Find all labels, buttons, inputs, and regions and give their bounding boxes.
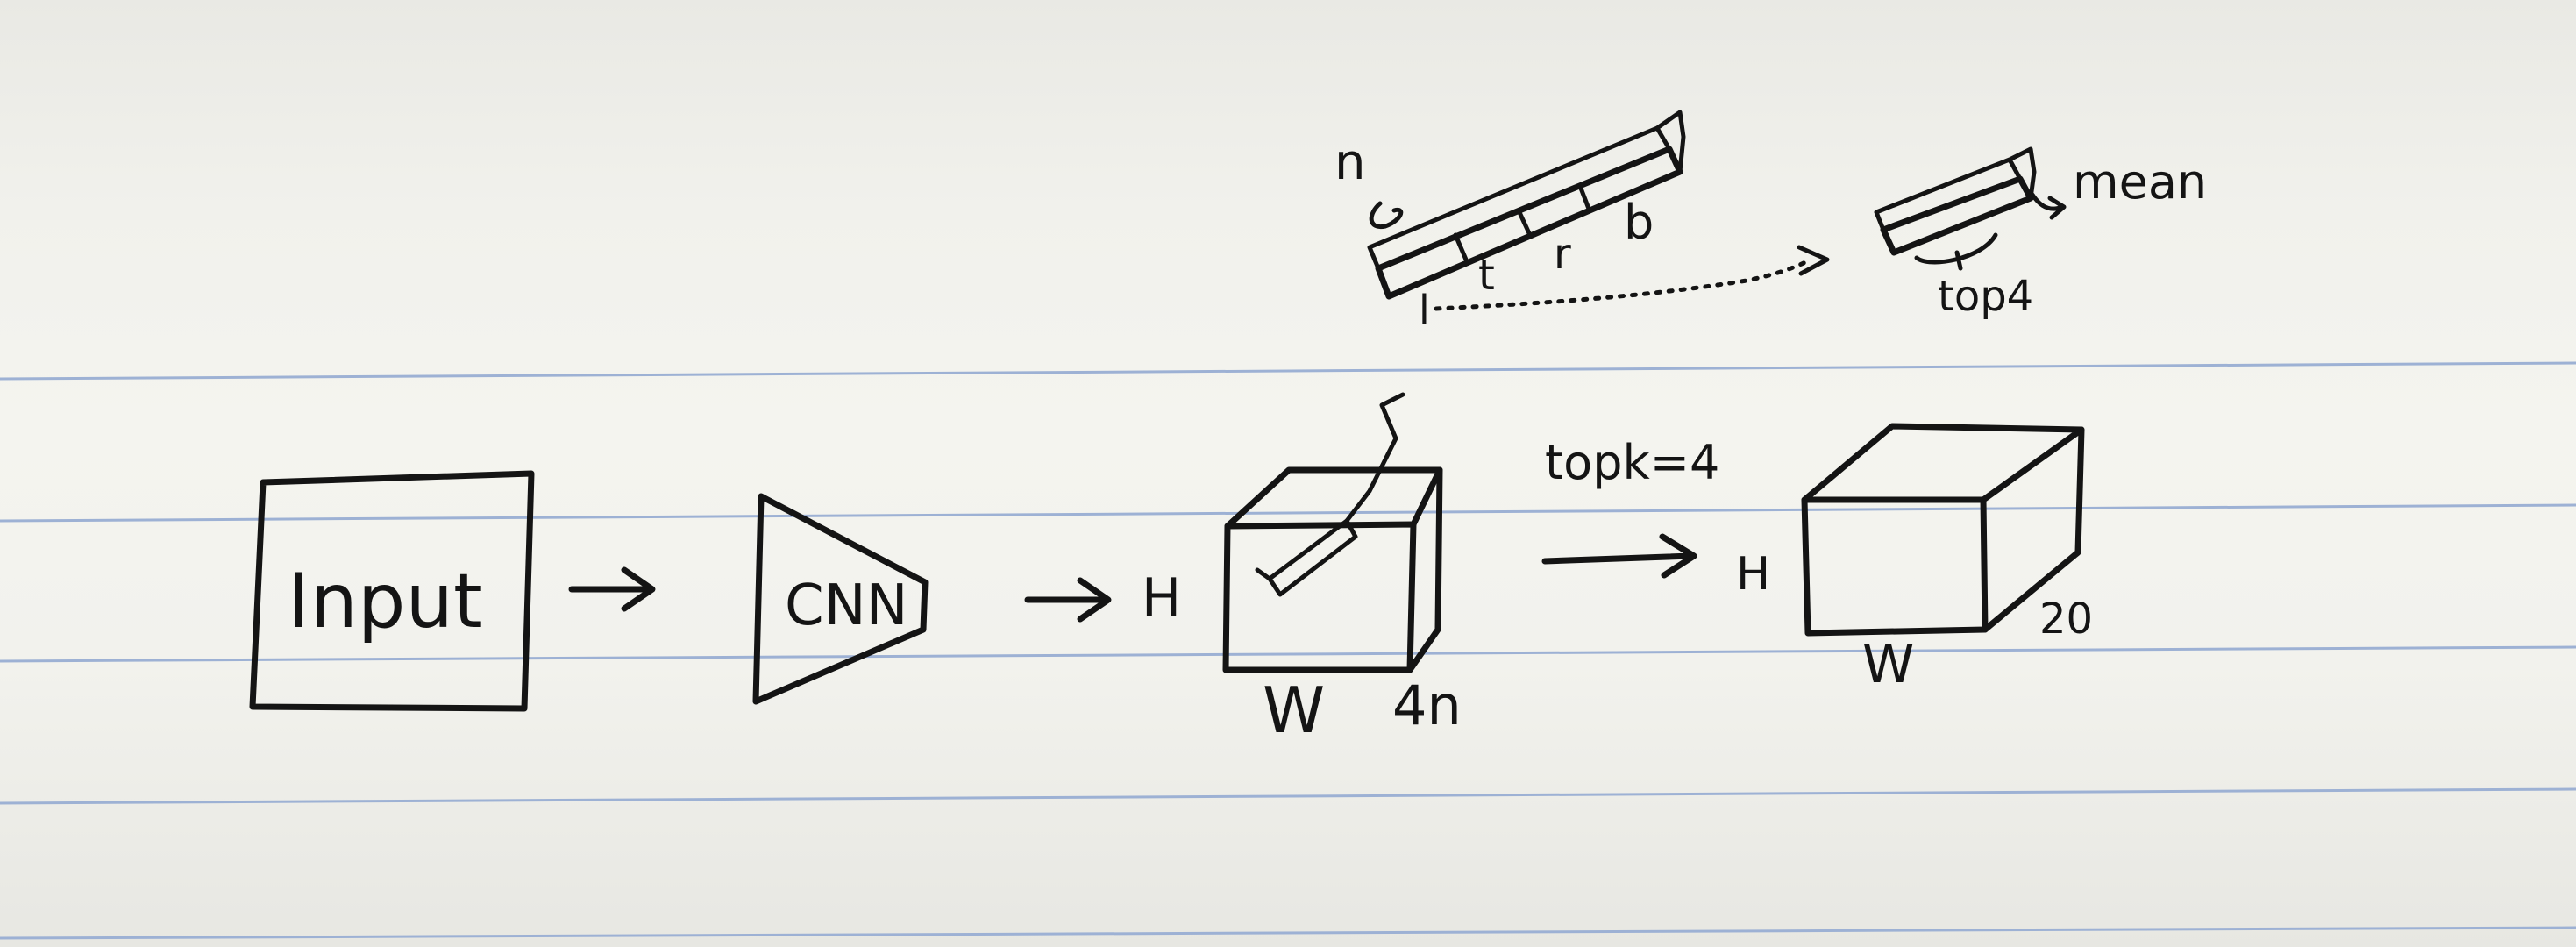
- output-width-label: W: [1862, 634, 1915, 695]
- output-height-label: H: [1736, 548, 1771, 601]
- feature-vector-rod: [1257, 521, 1356, 595]
- feature-width-label: W: [1263, 673, 1326, 747]
- topk-label: topk=4: [1545, 435, 1720, 490]
- feature-volume: [1142, 395, 1462, 747]
- rule-line: [0, 647, 2576, 661]
- arrow-cnn-to-features: [1028, 580, 1108, 619]
- feature-vector-pointer: [1347, 395, 1403, 521]
- arrow-input-to-cnn: [572, 570, 652, 609]
- selection-arrowhead: [1799, 247, 1827, 274]
- feature-depth-label: 4n: [1392, 673, 1462, 737]
- topk-step: [1545, 435, 1719, 575]
- feature-height-label: H: [1142, 567, 1182, 629]
- rule-line: [0, 789, 2576, 803]
- vector-length-label: n: [1334, 134, 1366, 191]
- vector-segment-label-b: b: [1624, 195, 1654, 250]
- vector-segment-label-l: l: [1419, 287, 1430, 334]
- rule-line: [0, 505, 2576, 521]
- input-block: [253, 474, 531, 708]
- output-volume-front-face: [1804, 500, 1985, 633]
- encoder-block: [756, 496, 925, 701]
- output-volume-top-face: [1804, 426, 2081, 500]
- feature-volume-top-face: [1228, 470, 1440, 526]
- topk-bar-front: [1883, 179, 2031, 253]
- rule-line: [0, 363, 2576, 379]
- vector-length-bracket: [1371, 203, 1401, 227]
- rule-line: [0, 928, 2576, 938]
- mean-label: mean: [2073, 154, 2208, 210]
- topk-bar-top: [1876, 149, 2034, 230]
- output-volume: [1736, 426, 2093, 695]
- mean-arrow: [2032, 195, 2064, 217]
- output-depth-label: 20: [2039, 595, 2094, 644]
- input-label: Input: [288, 558, 483, 645]
- cnn-label: CNN: [785, 573, 908, 638]
- topk-selection-label: top4: [1938, 272, 2034, 321]
- vector-bar-end: [1657, 112, 1683, 172]
- arrow-topk: [1545, 537, 1694, 575]
- feature-volume-front-face: [1226, 524, 1413, 670]
- vector-segment-label-r: r: [1554, 230, 1571, 279]
- vector-segment-label-t: t: [1478, 251, 1495, 300]
- vector-inset: [1334, 112, 2207, 334]
- page-rules: [0, 363, 2576, 938]
